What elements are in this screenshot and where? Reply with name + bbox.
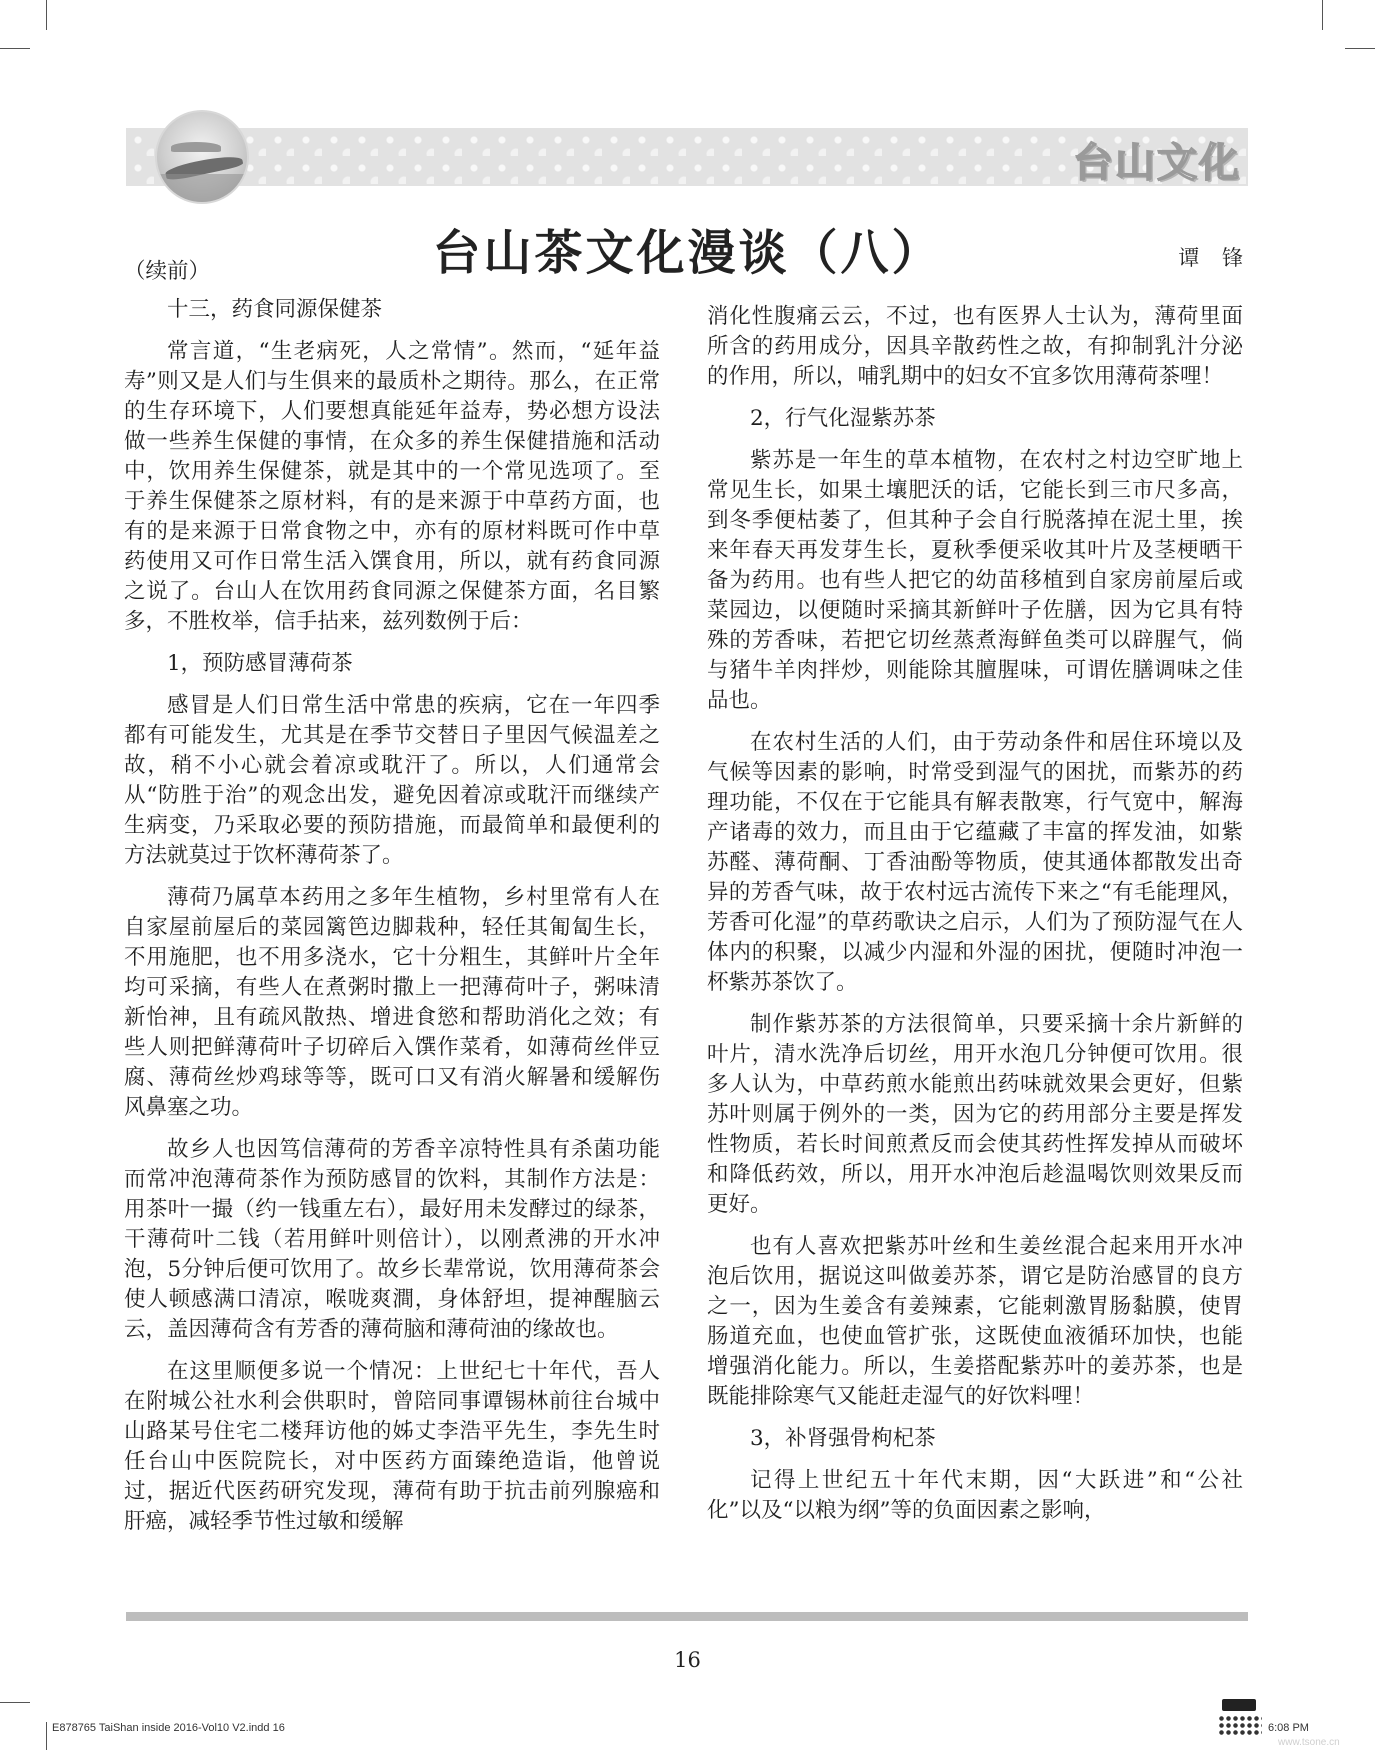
print-time: 6:08 PM [1268,1722,1309,1734]
paragraph: 也有人喜欢把紫苏叶丝和生姜丝混合起来用开水冲泡后饮用，据说这叫做姜苏茶，谓它是防治感冒的良方之一，因为生姜含有姜辣素，它能刺激胃肠黏膜，使胃肠道充血，也使血管扩张，这既使血液循环加快，也能增强消化能力。所以，生姜搭配紫苏叶的姜苏茶，也是既能排除寒气又能赶走湿气的好饮料哩！ [707,1234,1243,1409]
watermark: www.tsone.cn [1278,1737,1340,1748]
author-name: 谭 锋 [1178,246,1251,270]
subsection-heading: 3，补肾强骨枸杞茶 [750,1426,936,1451]
paragraph: 记得上世纪五十年代末期，因“大跃进”和“公社化”以及“以粮为纲”等的负面因素之影响， [707,1468,1243,1523]
crop-mark [0,1702,30,1703]
paragraph: 故乡人也因笃信薄荷的芳香辛凉特性具有杀菌功能而常冲泡薄荷茶作为预防感冒的饮料，其制作方法是：用茶叶一撮（约一钱重左右），最好用未发酵过的绿茶，干薄荷叶二钱（若用鲜叶则倍计），以刚煮沸的开水冲泡，5分钟后便可饮用了。故乡长辈常说，饮用薄荷茶会使人顿感满口清凉，喉咙爽澗，身体舒坦，提神醒脑云云，盖因薄荷含有芳香的薄荷脑和薄荷油的缘故也。 [124,1137,660,1342]
print-slug: E878765 TaiShan inside 2016-Vol10 V2.indd 16 [52,1722,285,1734]
crop-mark [0,48,30,49]
paragraph: 在农村生活的人们，由于劳动条件和居住环境以及气候等因素的影响，时常受到湿气的困扰，而紫苏的药理功能，不仅在于它能具有解表散寒，行气宽中，解海产诸毒的效力，而且由于它蕴藏了丰富的挥发油，如紫苏醛、薄荷酮、丁香油酚等物质，使其通体都散发出奇异的芳香气味，故于农村远古流传下来之“有毛能理风，芳香可化湿”的草药歌诀之启示，人们为了预防湿气在人体内的积聚，以减少内湿和外湿的困扰，便随时冲泡一杯紫苏茶饮了。 [707,730,1243,995]
paragraph: 薄荷乃属草本药用之多年生植物，乡村里常有人在自家屋前屋后的菜园篱笆边脚栽种，轻任其匍匐生长，不用施肥，也不用多浇水，它十分粗生，其鲜叶片全年均可采摘，有些人在煮粥时撒上一把薄荷叶子，粥味清新怡神，且有疏风散热、增进食慾和帮助消化之效；有些人则把鲜薄荷叶子切碎后入馔作菜肴，如薄荷丝伴豆腐、薄荷丝炒鸡球等等，既可口又有消火解暑和缓解伤风鼻塞之功。 [124,885,660,1120]
subsection-heading: 1，预防感冒薄荷茶 [167,651,353,676]
page-number: 16 [674,1648,701,1672]
article-title: 台山茶文化漫谈（八） [432,225,943,281]
paragraph: 紫苏是一年生的草本植物，在农村之村边空旷地上常见生长，如果土壤肥沃的话，它能长到三市尺多高，到冬季便枯萎了，但其种子会自行脱落掉在泥土里，挨来年春天再发芽生长，夏秋季便采收其叶片及茎梗晒干备为药用。也有些人把它的幼苗移植到自家房前屋后或菜园边，以便随时采摘其新鲜叶子佐膳，因为它具有特殊的芳香味，若把它切丝蒸煮海鲜鱼类可以辟腥气，倘与猪牛羊肉拌炒，则能除其膻腥味，可谓佐膳调味之佳品也。 [707,448,1243,713]
continued-note: （续前） [124,259,211,284]
crop-mark [1322,0,1323,30]
paragraph: 消化性腹痛云云，不过，也有医界人士认为，薄荷里面所含的药用成分，因具辛散药性之故，有抑制乳汁分泌的作用，所以，哺乳期中的妇女不宜多饮用薄荷茶哩！ [707,304,1243,389]
section-title: 台山文化 [1073,140,1241,186]
left-column [124,257,660,1549]
paragraph: 制作紫苏茶的方法很简单，只要采摘十余片新鲜的叶片，清水洗净后切丝，用开水泡几分钟便可饮用。很多人认为，中草药煎水能煎出药味就效果会更好，但紫苏叶则属于例外的一类，因为它的药用部分主要是挥发性物质，若长时间煎煮反而会使其药性挥发掉从而破坏和降低药效，所以，用开水冲泡后趁温喝饮则效果反而更好。 [707,1012,1243,1217]
paragraph: 常言道，“生老病死，人之常情”。然而，“延年益寿”则又是人们与生俱来的最质朴之期待。那么，在正常的生存环境下，人们要想真能延年益寿，势必想方设法做一些养生保健的事情，在众多的养生保健措施和活动中，饮用养生保健茶，就是其中的一个常见选项了。至于养生保健茶之原材料，有的是来源于中草药方面，也有的是来源于日常食物之中，亦有的原材料既可作中草药使用又可作日常生活入馔食用，所以，就有药食同源之说了。台山人在饮用药食同源之保健茶方面，名目繁多，不胜枚举，信手拈来，兹列数例于后： [124,339,660,634]
crop-mark [46,0,47,30]
crop-mark [1345,48,1375,49]
crop-mark [46,1722,47,1750]
right-column [707,302,1243,1538]
paragraph: 在这里顺便多说一个情况：上世纪七十年代，吾人在附城公社水利会供职时，曾陪同事谭锡林前往台城中山路某号住宅二楼拜访他的姊丈李浩平先生，李先生时任台山中医院院长，对中医药方面臻绝造诣，他曾说过，据近代医药研究发现，薄荷有助于抗击前列腺癌和肝癌，减轻季节性过敏和缓解 [124,1359,660,1534]
section-heading: 十三，药食同源保健茶 [167,297,383,322]
paragraph: 感冒是人们日常生活中常患的疾病，它在一年四季都有可能发生，尤其是在季节交替日子里因气候温差之故，稍不小心就会着凉或耽汗了。所以，人们通常会从“防胜于治”的观念出发，避免因着凉或耽汗而继续产生病变，乃采取必要的预防措施，而最简单和最便利的方法就莫过于饮杯薄荷茶了。 [124,693,660,868]
footer-rule [126,1612,1248,1621]
landscape-logo-icon [155,110,249,204]
subsection-heading: 2，行气化湿紫苏茶 [750,406,936,431]
logo-stamp-icon [1216,1699,1264,1739]
